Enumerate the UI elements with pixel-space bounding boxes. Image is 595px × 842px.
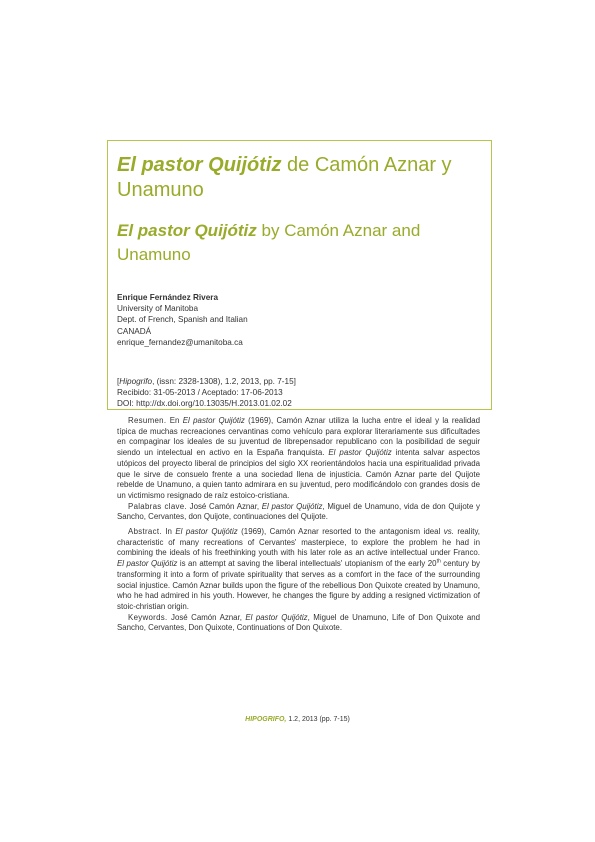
abstracts <box>117 416 480 634</box>
author-email[interactable]: enrique_fernandez@umanitoba.ca <box>117 337 243 347</box>
affiliation-country: CANADÁ <box>117 326 152 336</box>
author-affiliation <box>117 292 477 348</box>
title-rest: de Camón Aznar y Unamuno <box>117 154 452 201</box>
journal-name: Hipogrifo <box>119 377 153 386</box>
resumen-label: Resumen. <box>128 416 167 425</box>
affiliation-university: University of Manitoba <box>117 304 198 314</box>
title-rest: by Camón Aznar and Unamuno <box>117 221 421 264</box>
abstract-paragraph: Abstract. In El pastor Quijótiz (1969), Camón Aznar resorted to the antagonism ideal vs. reality, characteristic of many recreations of Cervantes' masterpiece, to explore the problem he had in combining the ideals of his freethinking youth with his later role as an active intellectual under Franco. El pastor Quijótiz is an attempt at saving the liberal intellectuals' utopianism of the early 20th century by transforming it into a form of private spirituality that serves as a comfort in the face of the surrounding social injustice. Camón Aznar builds upon the figure of the rebellious Don Quixote created by Unamuno, who he had admired in his youth. However, he changes the figure by adding a resigned victimization of stoic-christian origin. <box>117 527 480 611</box>
citation-block <box>117 376 477 410</box>
doi-link[interactable]: DOI: http://dx.doi.org/10.13035/H.2013.01.02.02 <box>117 399 292 409</box>
article-title-english <box>117 219 482 267</box>
title-italic: El pastor Quijótiz <box>117 221 257 240</box>
palabras-label: Palabras clave. <box>128 501 187 511</box>
footer-journal: HIPOGRIFO, <box>245 716 287 723</box>
author-name: Enrique Fernández Rivera <box>117 293 219 302</box>
affiliation-department: Dept. of French, Spanish and Italian <box>117 315 248 325</box>
article-title-spanish <box>117 153 482 203</box>
received-accepted: Recibido: 31-05-2013 / Aceptado: 17-06-2013 <box>117 388 283 398</box>
resumen-paragraph: Resumen. En El pastor Quijótiz (1969), Camón Aznar utiliza la lucha entre el ideal y la realidad típica de muchas recreaciones cervantinas como vehículo para explorar literariamente sus dificultades en compaginar los ideales de su juventud de librepensador republicano con la posibilidad de seguir siendo un intelectual en activo en la España franquista. El pastor Quijótiz intenta salvar aspectos utópicos del proyecto liberal de principios del siglo XX reorientándolos hacia una espiritualidad privada que le sirve de consuelo frente a una sociedad llena de injusticia. Camón Aznar parte del Quijote rebelde de Unamuno, a quien tanto admirara en su juventud, pero modificándolo con grandes dosis de un victimismo resignado de raíz estoico-cristiana. <box>117 416 480 500</box>
citation-line: [Hipogrifo, (issn: 2328-1308), 1.2, 2013, pp. 7-15] <box>117 377 296 386</box>
keywords-paragraph: Keywords. José Camón Aznar, El pastor Quijótiz, Miguel de Unamuno, Life of Don Quixote and Sancho, Cervantes, Don Quixote, Continuations of Don Quixote. <box>117 612 480 633</box>
footer-issue: 1.2, 2013 (pp. 7-15) <box>286 716 350 723</box>
keywords-label: Keywords. <box>128 612 168 622</box>
abstract-label: Abstract. <box>128 527 162 537</box>
palabras-clave-paragraph: Palabras clave. José Camón Aznar, El pastor Quijótiz, Miguel de Unamuno, vida de don Quijote y Sancho, Cervantes, don Quijote, continuaciones del Quijote. <box>117 501 480 522</box>
page-footer <box>0 716 595 723</box>
title-italic: El pastor Quijótiz <box>117 154 282 176</box>
